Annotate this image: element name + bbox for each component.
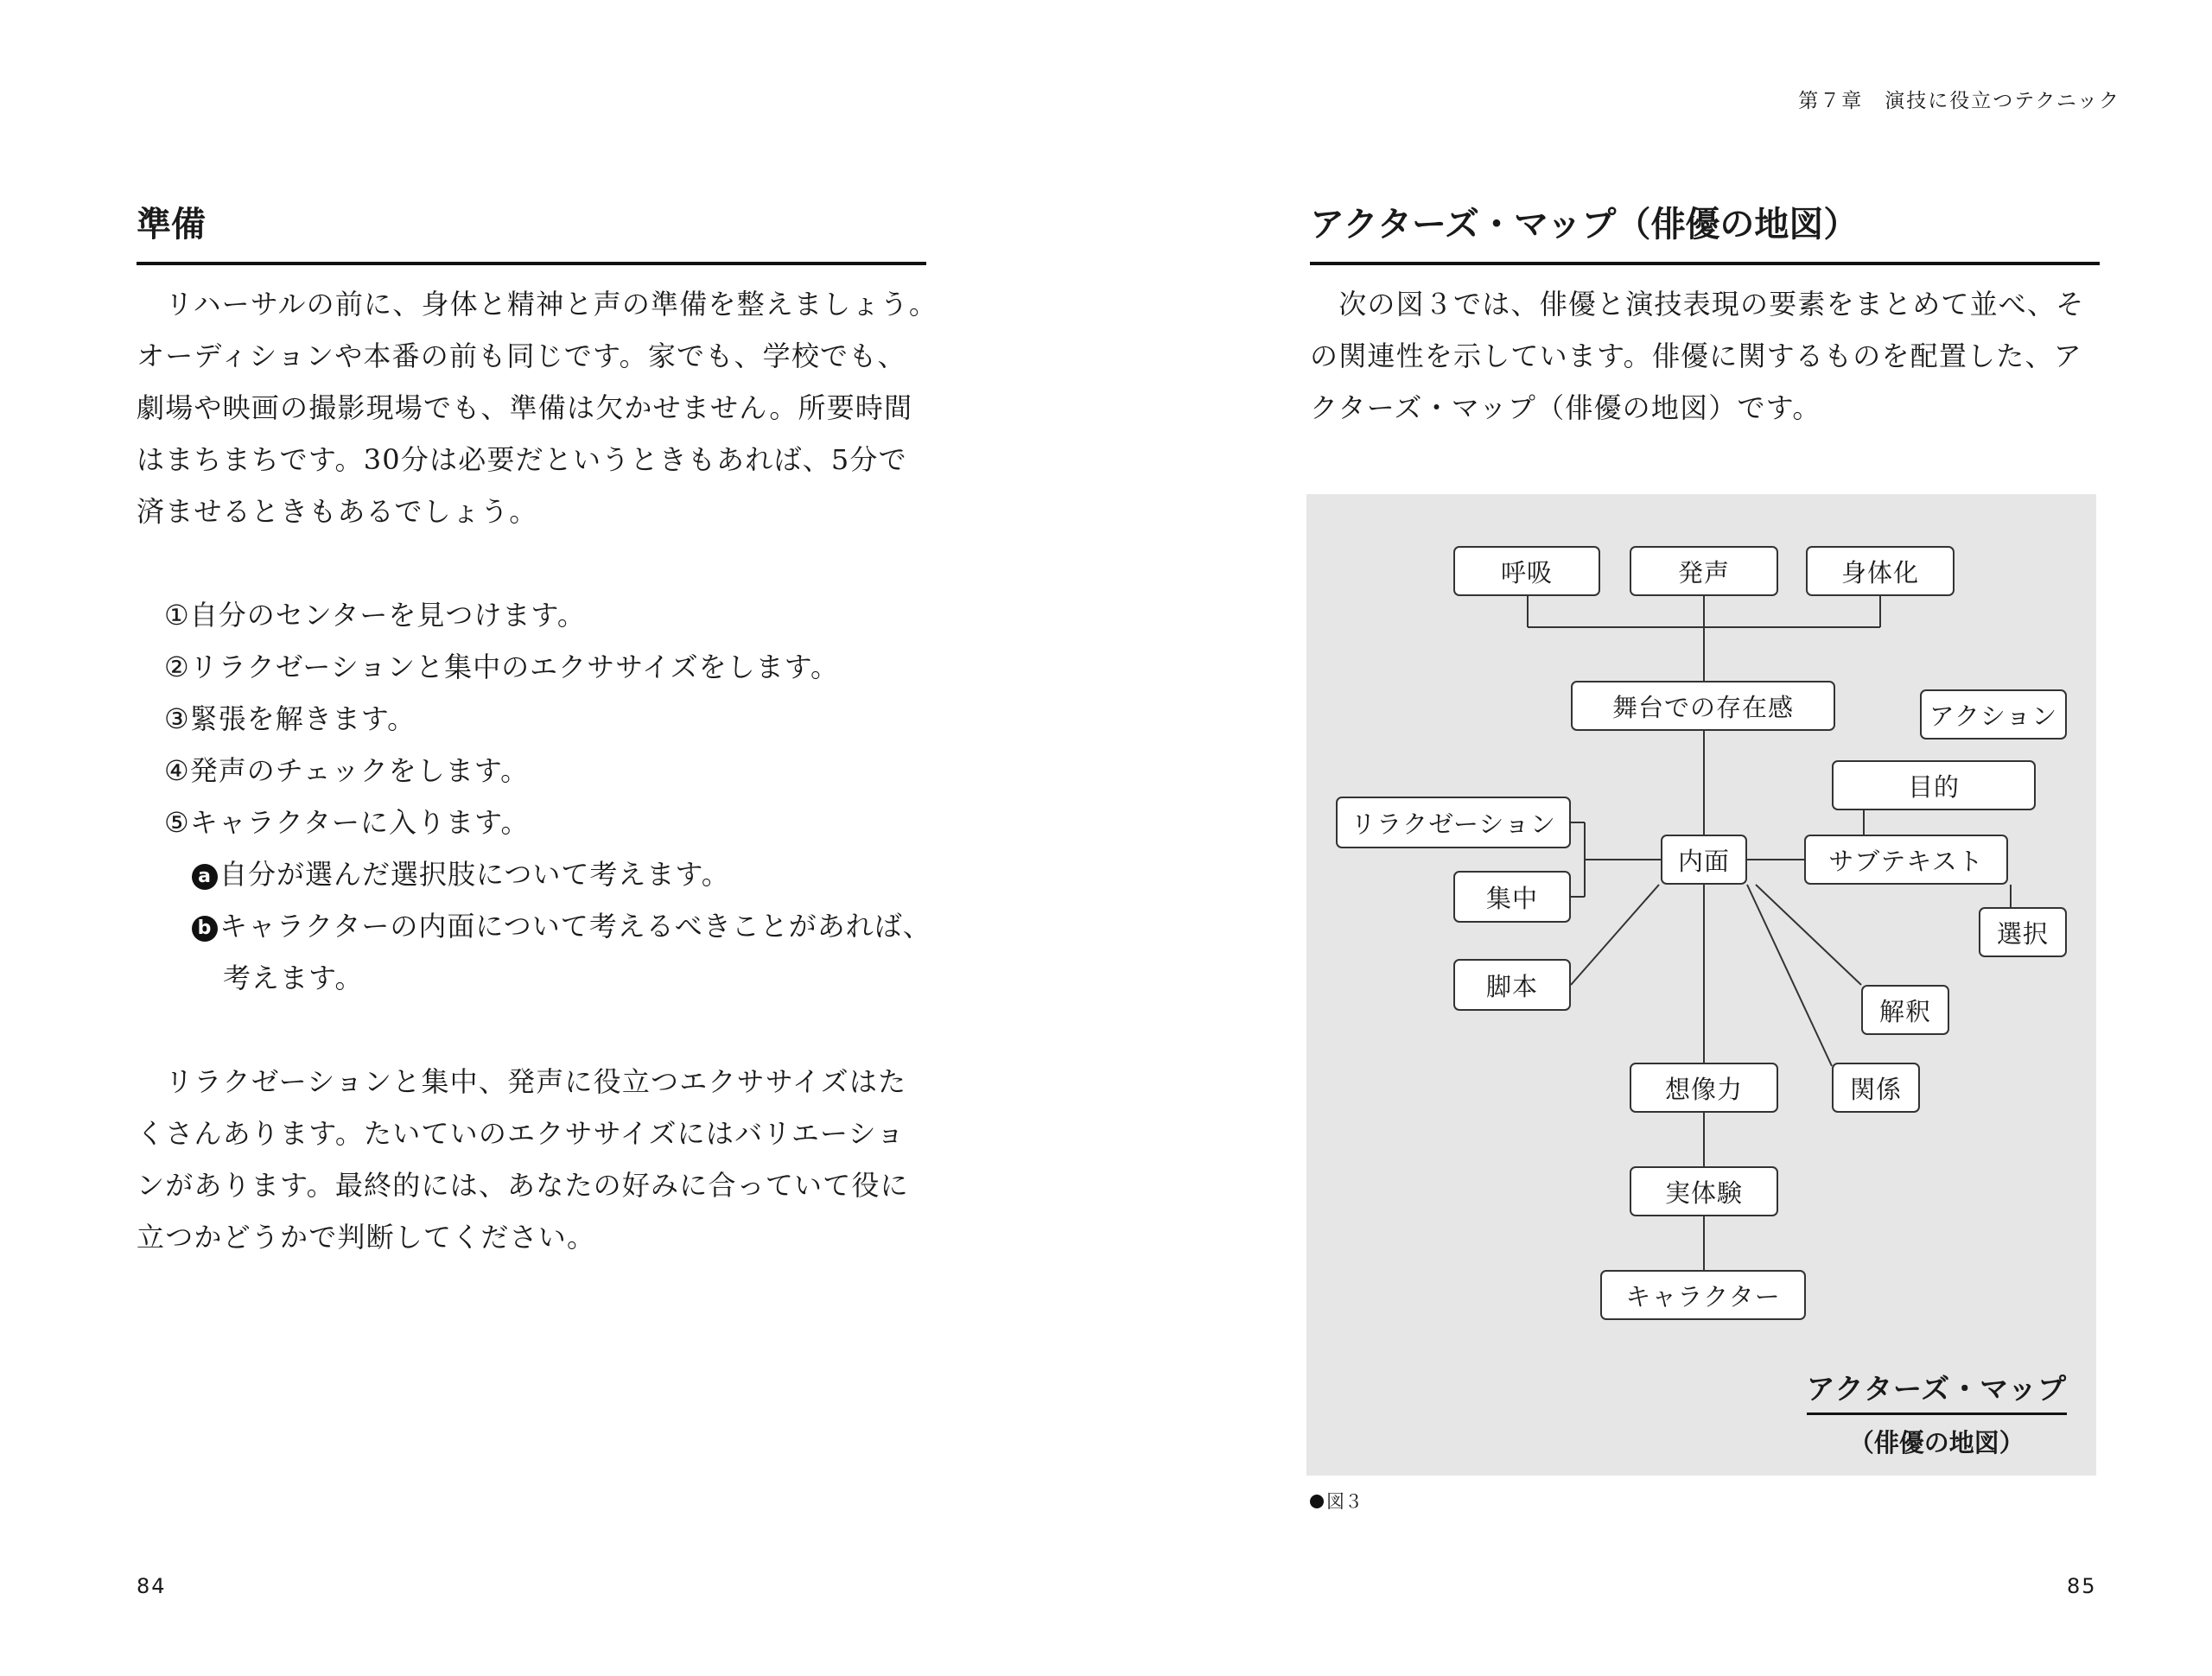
node-real-experience: 実体験 xyxy=(1630,1166,1778,1216)
page-number: 85 xyxy=(2067,1574,2097,1598)
text-line: リハーサルの前に、身体と精神と声の準備を整えましょう。 xyxy=(137,288,938,321)
heading-rule xyxy=(1310,262,2100,265)
bullet-icon xyxy=(1310,1495,1324,1508)
text-line: の関連性を示しています。俳優に関するものを配置した、ア xyxy=(1310,340,2082,372)
step-list xyxy=(164,589,931,1004)
circled-letter-a-icon: a xyxy=(192,864,218,890)
substep-continuation: 考えます。 xyxy=(223,962,364,994)
text-line: クターズ・マップ（俳優の地図）です。 xyxy=(1310,391,1821,424)
step-item: ②リラクゼーションと集中のエクササイズをします。 xyxy=(164,651,840,683)
substep-text: キャラクターの内面について考えるべきことがあれば、 xyxy=(219,910,931,943)
node-script: 脚本 xyxy=(1453,959,1571,1011)
step-item: ①自分のセンターを見つけます。 xyxy=(164,599,586,632)
section-heading-preparation: 準備 xyxy=(137,205,206,244)
text-line: オーディションや本番の前も同じです。家でも、学校でも、 xyxy=(137,340,906,372)
text-line: リラクゼーションと集中、発声に役立つエクササイズはた xyxy=(137,1065,907,1098)
node-character: キャラクター xyxy=(1600,1270,1806,1320)
figure-caption xyxy=(1310,1488,1363,1514)
substep-item xyxy=(192,900,931,952)
figure-caption-text: 図３ xyxy=(1326,1491,1363,1512)
connector-lines xyxy=(1306,494,2096,1476)
text-line: ンがあります。最終的には、あなたの好みに合っていて役に xyxy=(137,1169,909,1202)
figure-title-sub: （俳優の地図） xyxy=(1848,1428,2024,1457)
step-item: ⑤キャラクターに入ります。 xyxy=(164,806,530,839)
text-line: はまちまちです。30分は必要だというときもあれば、5分で xyxy=(137,443,907,476)
circled-letter-b-icon: b xyxy=(192,916,218,942)
page-number: 84 xyxy=(137,1574,167,1598)
node-action: アクション xyxy=(1920,689,2067,740)
step-item: ④発声のチェックをします。 xyxy=(164,754,530,787)
node-choice: 選択 xyxy=(1979,907,2067,957)
node-breathing: 呼吸 xyxy=(1453,546,1600,596)
node-relationship: 関係 xyxy=(1832,1063,1920,1113)
text-line: 済ませるときもあるでしょう。 xyxy=(137,495,538,528)
node-interpretation: 解釈 xyxy=(1861,985,1949,1035)
figure-title-main: アクターズ・マップ xyxy=(1807,1367,2067,1415)
section-heading-actors-map: アクターズ・マップ（俳優の地図） xyxy=(1310,205,1859,244)
substep-text: 自分が選んだ選択肢について考えます。 xyxy=(219,858,730,891)
node-relaxation: リラクゼーション xyxy=(1336,797,1571,848)
intro-paragraph xyxy=(137,278,966,537)
substep-item xyxy=(192,848,931,900)
right-page xyxy=(1106,0,2212,1676)
intro-paragraph xyxy=(1310,278,2139,434)
closing-paragraph xyxy=(137,1056,966,1263)
step-item: ③緊張を解きます。 xyxy=(164,702,416,735)
node-inner-life: 内面 xyxy=(1661,835,1747,885)
node-subtext: サブテキスト xyxy=(1804,835,2008,885)
node-stage-presence: 舞台での存在感 xyxy=(1571,681,1835,731)
figure-title xyxy=(1807,1367,2067,1459)
text-line: 立つかどうかで判断してください。 xyxy=(137,1221,596,1254)
node-objective: 目的 xyxy=(1832,760,2036,810)
actors-map-figure xyxy=(1306,494,2096,1476)
heading-rule xyxy=(137,262,926,265)
running-head: 第７章 演技に役立つテクニック xyxy=(1798,90,2120,112)
node-vocalization: 発声 xyxy=(1630,546,1778,596)
text-line: 次の図３では、俳優と演技表現の要素をまとめて並べ、そ xyxy=(1310,288,2085,321)
node-embodiment: 身体化 xyxy=(1806,546,1955,596)
node-concentration: 集中 xyxy=(1453,871,1571,923)
text-line: 劇場や映画の撮影現場でも、準備は欠かせません。所要時間 xyxy=(137,391,913,424)
text-line: くさんあります。たいていのエクササイズにはバリエーショ xyxy=(137,1117,906,1150)
node-imagination: 想像力 xyxy=(1630,1063,1778,1113)
